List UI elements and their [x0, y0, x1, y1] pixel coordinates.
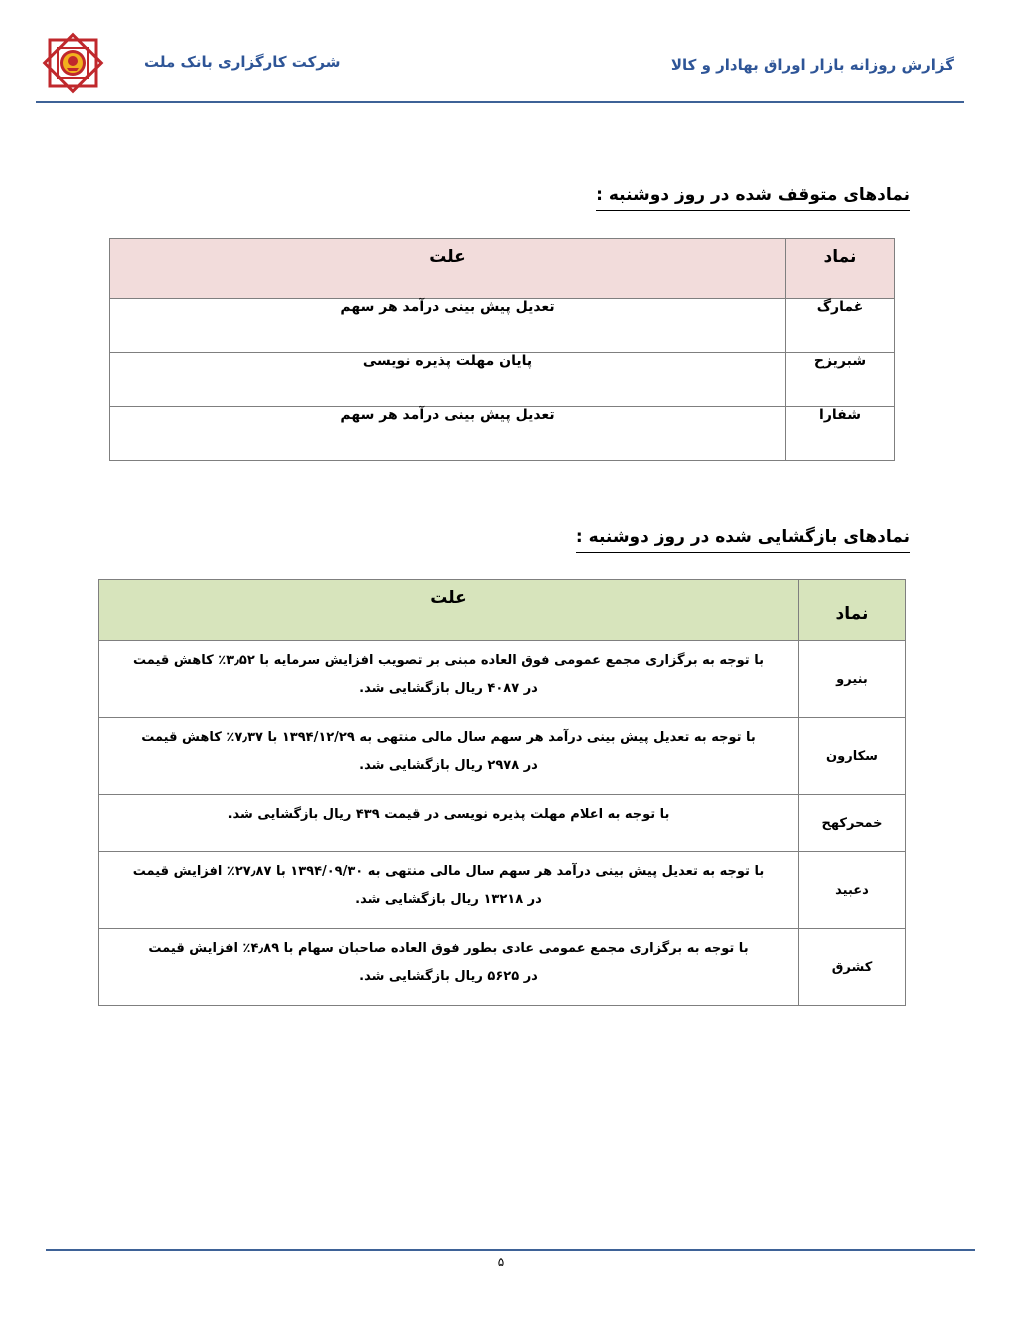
reason-line: در ۵۶۲۵ ریال بازگشایی شد.	[359, 969, 538, 984]
reason-line: با توجه به تعدیل پیش بینی درآمد هر سهم سال مالی منتهی به ۱۳۹۴/۰۹/۳۰ با ۲۷٫۸۷٪ افزایش قیمت	[132, 864, 765, 879]
suspended-table	[109, 238, 895, 461]
suspended-heading: نمادهای متوقف شده در روز دوشنبه :	[596, 184, 910, 211]
symbol-cell: شبریزح	[786, 353, 895, 407]
table-row	[99, 852, 906, 929]
table-row	[99, 929, 906, 1006]
table-row	[110, 353, 895, 407]
symbol-cell: کشرق	[799, 929, 906, 1006]
reason-cell: تعدیل پیش بینی درآمد هر سهم	[110, 299, 786, 353]
reopened-table	[98, 579, 906, 1006]
symbol-cell: بنیرو	[799, 641, 906, 718]
reason-line: با توجه به برگزاری مجمع عمومی فوق العاده مبنی بر تصویب افزایش سرمایه با ۳٫۵۲٪ کاهش قیمت	[133, 653, 764, 668]
table-row	[110, 407, 895, 461]
reason-cell	[99, 718, 799, 795]
symbol-cell: شفارا	[786, 407, 895, 461]
column-header-reason: علت	[110, 239, 786, 299]
table-row	[99, 718, 906, 795]
symbol-cell: غمارگ	[786, 299, 895, 353]
column-header-symbol: نماد	[799, 580, 906, 641]
symbol-cell: سکارون	[799, 718, 906, 795]
reason-line: با توجه به اعلام مهلت پذیره نویسی در قیمت ۴۳۹ ریال بازگشایی شد.	[227, 807, 670, 822]
reason-cell	[99, 641, 799, 718]
table-row	[110, 299, 895, 353]
page-number: ۵	[497, 1255, 505, 1269]
reason-line: در ۲۹۷۸ ریال بازگشایی شد.	[359, 758, 538, 773]
symbol-cell: خمحرکهح	[799, 795, 906, 852]
reopened-heading: نمادهای بازگشایی شده در روز دوشنبه :	[576, 526, 910, 553]
reason-line: با توجه به تعدیل پیش بینی درآمد هر سهم سال مالی منتهی به ۱۳۹۴/۱۲/۲۹ با ۷٫۳۷٪ کاهش قیمت	[141, 730, 756, 745]
reason-cell: تعدیل پیش بینی درآمد هر سهم	[110, 407, 786, 461]
footer-divider	[46, 1249, 975, 1251]
reason-cell	[99, 929, 799, 1006]
reason-cell	[99, 852, 799, 929]
report-title: گزارش روزانه بازار اوراق بهادار و کالا	[670, 56, 954, 74]
table-row	[99, 795, 906, 852]
reason-line: در ۱۳۲۱۸ ریال بازگشایی شد.	[355, 892, 542, 907]
reason-cell	[99, 795, 799, 852]
table-row	[99, 641, 906, 718]
company-name: شرکت کارگزاری بانک ملت	[144, 53, 341, 71]
table-header-row	[110, 239, 895, 299]
column-header-symbol: نماد	[786, 239, 895, 299]
symbol-cell: دعبید	[799, 852, 906, 929]
table-header-row	[99, 580, 906, 641]
column-header-reason: علت	[99, 580, 799, 641]
bank-mellat-logo	[40, 30, 106, 96]
header-divider	[36, 101, 964, 103]
reason-line: در ۴۰۸۷ ریال بازگشایی شد.	[359, 681, 538, 696]
reason-cell: پایان مهلت پذیره نویسی	[110, 353, 786, 407]
reason-line: با توجه به برگزاری مجمع عمومی عادی بطور فوق العاده صاحبان سهام با ۴٫۸۹٪ افزایش قیمت	[148, 941, 749, 956]
